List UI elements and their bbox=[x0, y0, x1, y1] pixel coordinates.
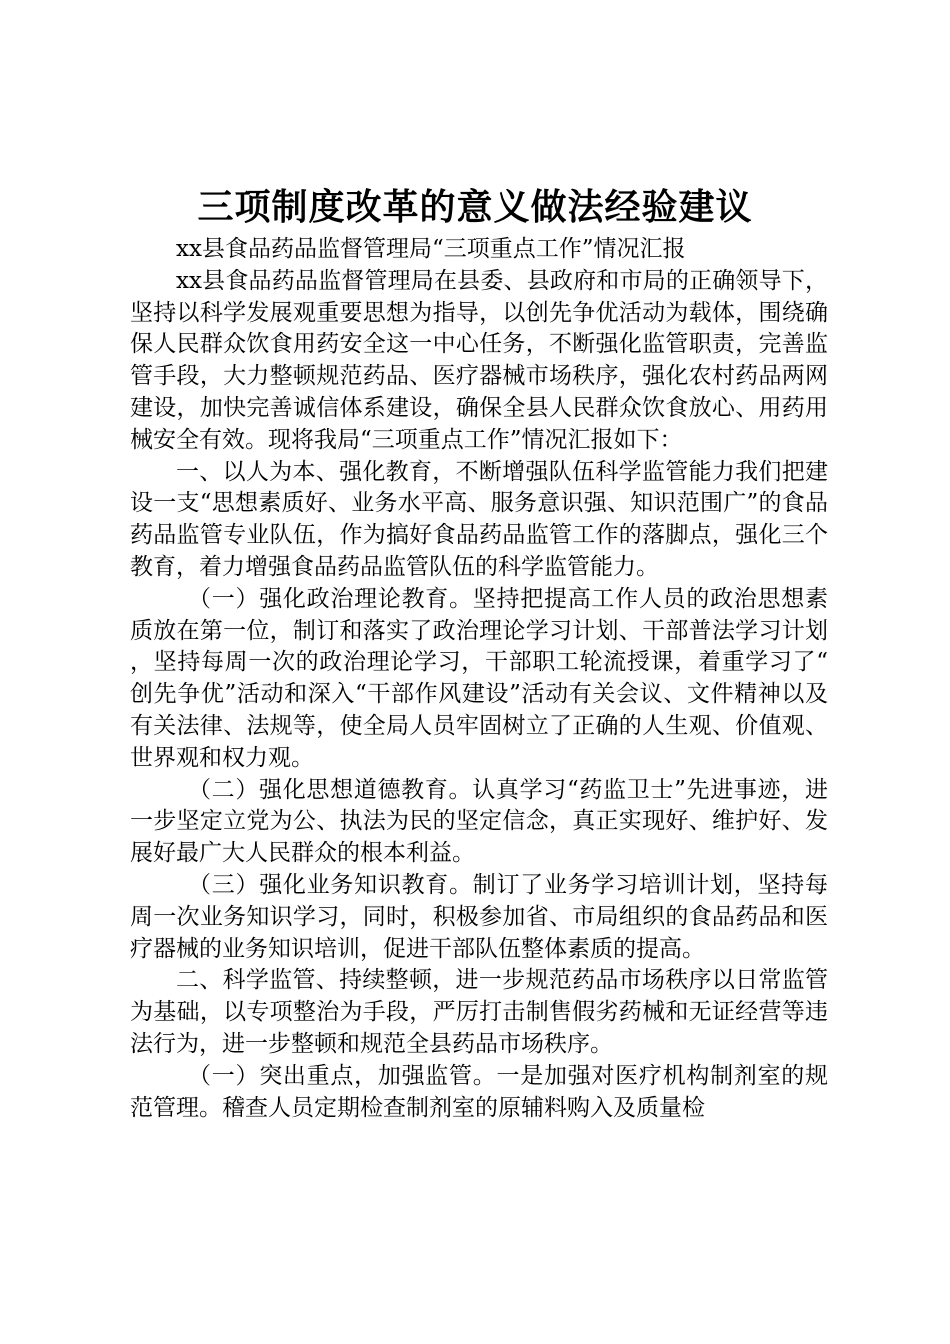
subsection-1-2-paragraph: （二）强化思想道德教育。认真学习“药监卫士”先进事迹，进一步坚定立党为公、执法为民的坚定信念，真正实现好、维护好、发展好最广大人民群众的根本利益。 bbox=[130, 776, 828, 867]
section-two-paragraph: 二、科学监管、持续整顿，进一步规范药品市场秩序以日常监管为基础，以专项整治为手段，严厉打击制售假劣药械和无证经营等违法行为，进一步整顿和规范全县药品市场秩序。 bbox=[130, 967, 828, 1057]
subsection-1-1-paragraph: （一）强化政治理论教育。坚持把提高工作人员的政治思想素质放在第一位，制订和落实了政治理论学习计划、干部普法学习计划，坚持每周一次的政治理论学习，干部职工轮流授课，着重学习了“创先争优”活动和深入“干部作风建设”活动有关会议、文件精神以及有关法律、法规等，使全局人员牢固树立了正确的人生观、价值观、世界观和权力观。 bbox=[130, 585, 828, 771]
subsection-2-1-paragraph: （一）突出重点，加强监管。一是加强对医疗机构制剂室的规范管理。稽查人员定期检查制剂室的原辅料购入及质量检 bbox=[130, 1062, 828, 1121]
section-one-paragraph: 一、以人为本、强化教育，不断增强队伍科学监管能力我们把建设一支“思想素质好、业务水平高、服务意识强、知识范围广”的食品药品监管专业队伍，作为搞好食品药品监管工作的落脚点，强化三个教育，着力增强食品药品监管队伍的科学监管能力。 bbox=[130, 458, 828, 580]
document-body bbox=[130, 234, 828, 1124]
subsection-1-3-paragraph: （三）强化业务知识教育。制订了业务学习培训计划，坚持每周一次业务知识学习，同时，积极参加省、市局组织的食品药品和医疗器械的业务知识培训，促进干部队伍整体素质的提高。 bbox=[130, 871, 828, 962]
report-heading: xx县食品药品监督管理局“三项重点工作”情况汇报 bbox=[176, 236, 686, 262]
document-title: 三项制度改革的意义做法经验建议 bbox=[197, 187, 753, 228]
intro-paragraph: xx县食品药品监督管理局在县委、县政府和市局的正确领导下，坚持以科学发展观重要思想为指导，以创先争优活动为载体，围绕确保人民群众饮食用药安全这一中心任务，不断强化监管职责，完善监管手段，大力整顿规范药品、医疗器械市场秩序，强化农村药品两网建设，加快完善诚信体系建设，确保全县人民群众饮食放心、用药用械安全有效。现将我局“三项重点工作”情况汇报如下： bbox=[130, 267, 828, 453]
